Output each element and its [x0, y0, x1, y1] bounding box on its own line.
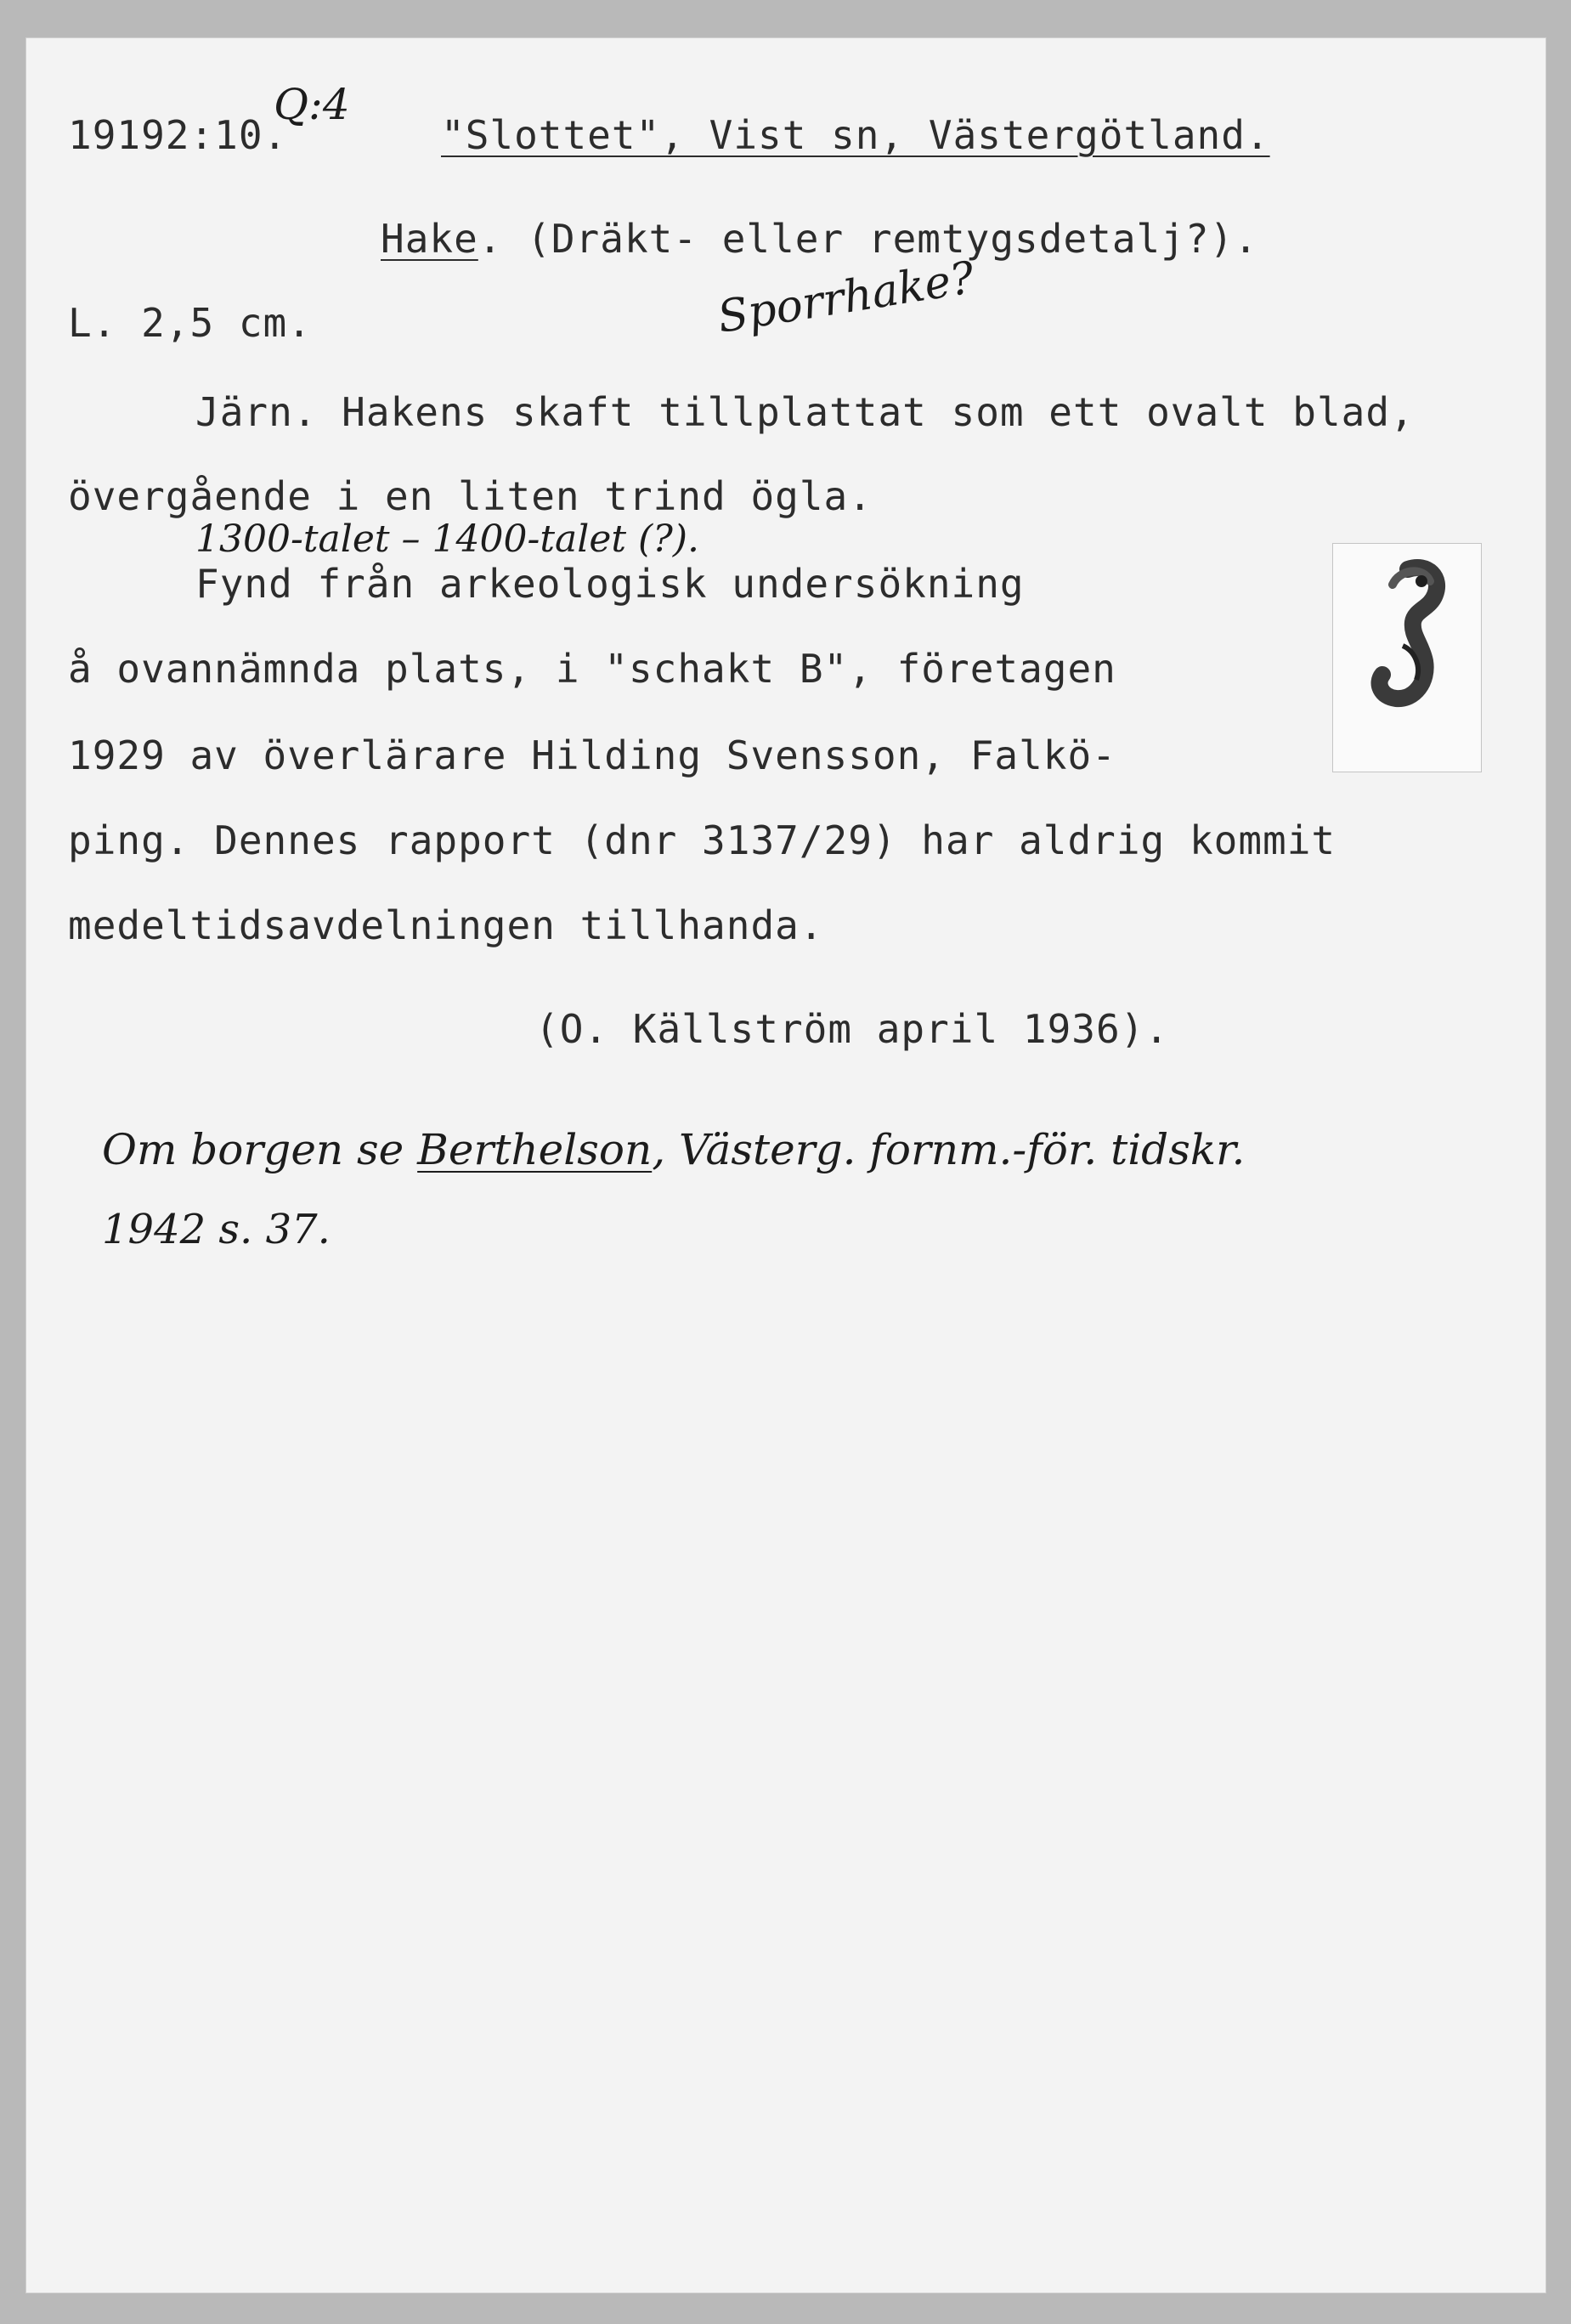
body-line-6: ping. Dennes rapport (dnr 3137/29) har aldrig kommit: [68, 817, 1336, 863]
body-line-1: Järn. Hakens skaft tillplattat som ett ovalt blad,: [195, 389, 1415, 435]
object-name: Hake: [381, 216, 478, 262]
body-line-7: medeltidsavdelningen tillhanda.: [68, 902, 824, 948]
reference-author: Berthelson: [417, 1125, 653, 1174]
body-line-5: 1929 av överlärare Hilding Svensson, Falkö-: [68, 732, 1116, 778]
handwritten-reference-line-2: 1942 s. 37.: [102, 1206, 331, 1253]
object-title: [381, 216, 1258, 262]
shelf-mark: Q:4: [274, 80, 350, 129]
handwritten-reference: [102, 1125, 1245, 1174]
signature: (O. Källström april 1936).: [535, 1006, 1170, 1052]
iron-hook-icon: [1333, 544, 1481, 772]
handwritten-dating: 1300-talet – 1400-talet (?).: [195, 517, 699, 561]
body-line-2: övergående i en liten trind ögla.: [68, 473, 873, 519]
measurement: L. 2,5 cm.: [68, 300, 312, 346]
object-photo: [1332, 543, 1482, 772]
catalog-card: [25, 37, 1546, 2293]
reference-prefix: Om borgen se: [102, 1125, 418, 1174]
body-line-3: Fynd från arkeologisk undersökning: [195, 561, 1025, 607]
find-location: "Slottet", Vist sn, Västergötland.: [441, 112, 1270, 158]
reference-journal: , Västerg. fornm.-för. tidskr.: [652, 1125, 1246, 1174]
body-line-4: å ovannämnda plats, i "schakt B", företagen: [68, 646, 1116, 692]
object-description: . (Dräkt- eller remtygsdetalj?).: [478, 216, 1258, 262]
handwritten-note: Sporrhake?: [714, 252, 978, 343]
catalog-number: 19192:10.: [68, 112, 288, 158]
